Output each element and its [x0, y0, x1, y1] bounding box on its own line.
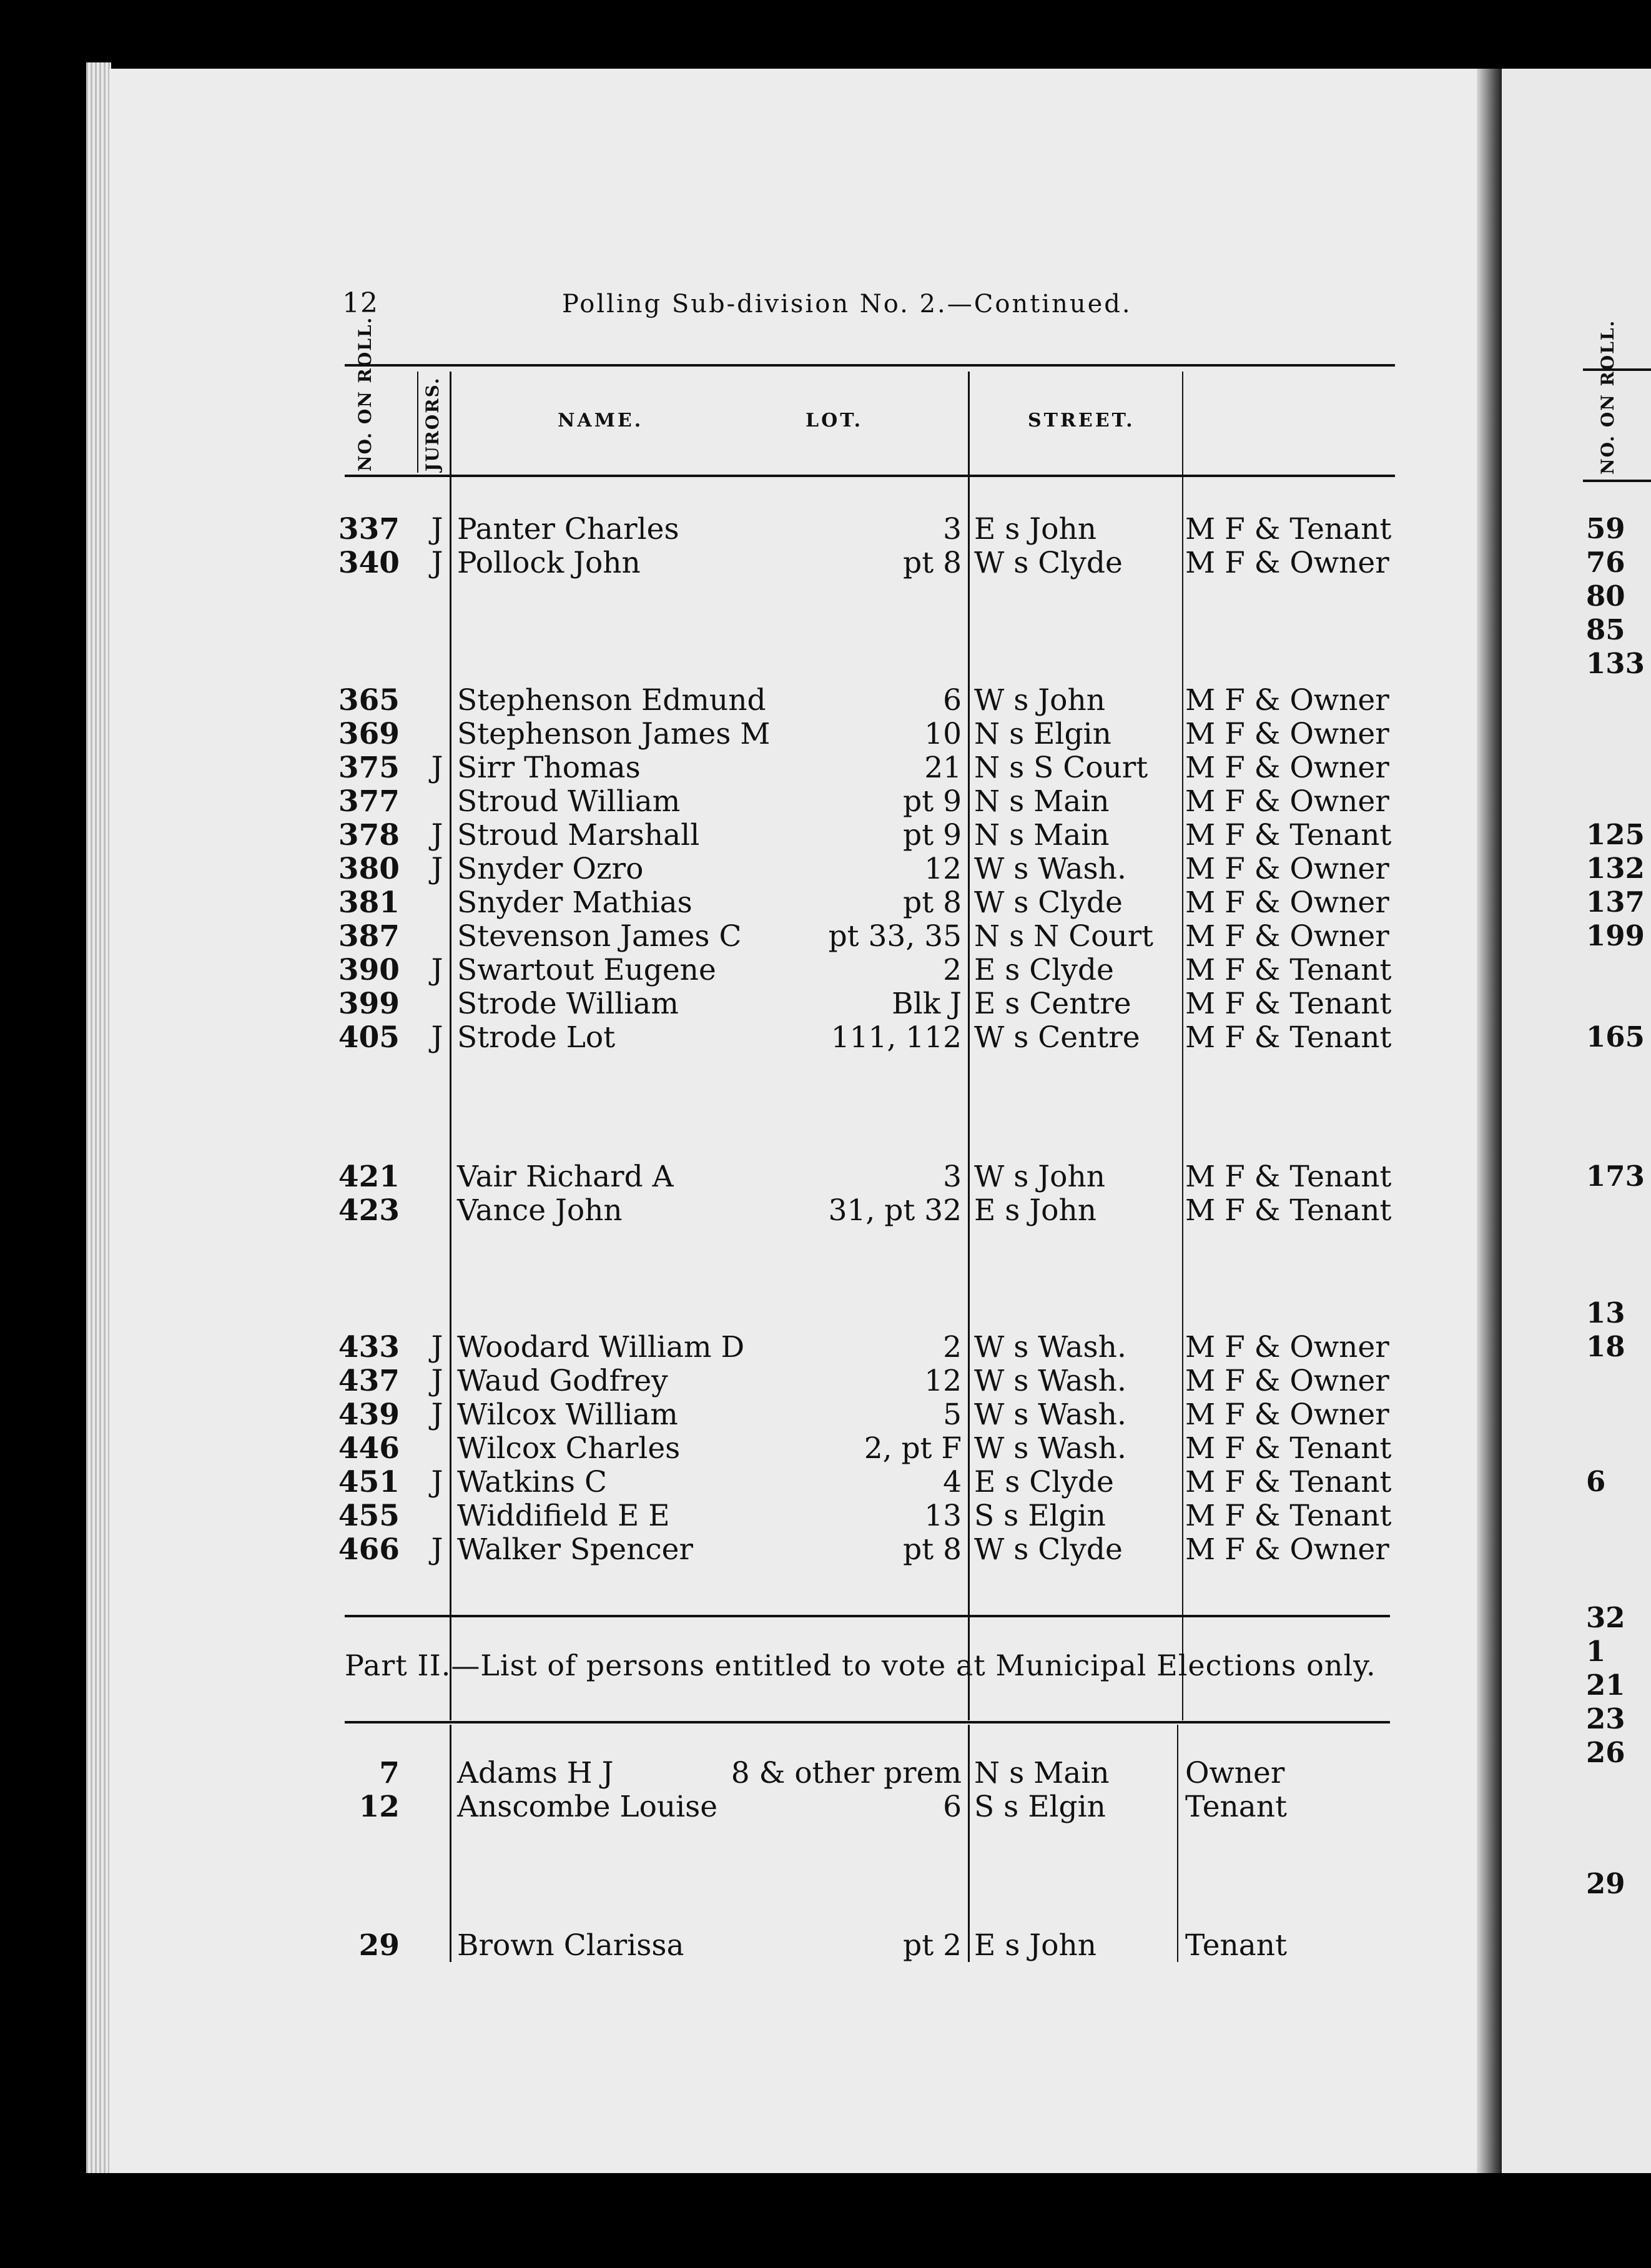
table-row: [0, 1532, 1651, 1566]
lot: 2: [943, 953, 962, 987]
juror-mark: J: [431, 1398, 443, 1432]
facing-roll-number: 6: [1586, 1465, 1606, 1498]
facing-roll-number: 137: [1586, 885, 1645, 919]
table-row: [0, 717, 1651, 751]
street: E s Clyde: [974, 953, 1114, 987]
voter-name: Brown Clarissa: [457, 1928, 684, 1963]
qualification: M F & Tenant: [1185, 987, 1392, 1021]
roll-number: 337: [338, 512, 400, 546]
juror-mark: J: [431, 1465, 443, 1499]
juror-mark: J: [431, 818, 443, 852]
book-gutter: [1477, 69, 1502, 2173]
juror-mark: J: [431, 546, 443, 580]
part1-bottom-rule: [345, 1615, 1390, 1617]
lot: 8 & other prem: [731, 1756, 962, 1790]
street: N s S Court: [974, 751, 1148, 785]
table-row: [0, 1398, 1651, 1431]
table-row: [0, 1499, 1651, 1532]
table-row: [0, 1020, 1651, 1054]
facing-roll-number: 23: [1586, 1702, 1625, 1735]
lot: 12: [924, 852, 962, 886]
voter-name: Adams H J: [457, 1756, 614, 1790]
facing-roll-number: 1: [1586, 1635, 1606, 1668]
qualification: Tenant: [1185, 1790, 1287, 1824]
voter-name: Stephenson James M: [457, 717, 771, 751]
lot: 2, pt F: [864, 1431, 962, 1466]
qualification: M F & Owner: [1185, 852, 1389, 886]
street: N s Main: [974, 818, 1110, 852]
street: E s John: [974, 1928, 1097, 1963]
page-edge-stack: [86, 62, 111, 2173]
column-header-lot: LOT.: [806, 410, 864, 431]
roll-number: 7: [379, 1756, 400, 1790]
lot: pt 9: [903, 784, 962, 819]
street: E s John: [974, 512, 1097, 546]
street: N s Main: [974, 1756, 1110, 1790]
voter-name: Swartout Eugene: [457, 953, 716, 987]
facing-roll-number: 59: [1586, 512, 1625, 545]
column-header-no-on-roll: NO. ON ROLL.: [355, 316, 375, 471]
roll-number: 439: [338, 1398, 400, 1432]
voter-name: Watkins C: [457, 1465, 607, 1499]
voter-name: Waud Godfrey: [457, 1364, 668, 1398]
juror-mark: J: [431, 852, 443, 886]
qualification: M F & Owner: [1185, 1398, 1389, 1432]
column-header-name: NAME.: [558, 410, 644, 431]
facing-roll-number: 32: [1586, 1601, 1625, 1634]
roll-number: 446: [338, 1431, 400, 1466]
voter-name: Walker Spencer: [457, 1532, 693, 1567]
street: W s John: [974, 1160, 1105, 1194]
table-top-rule: [345, 364, 1395, 367]
facing-roll-number: 85: [1586, 613, 1625, 646]
roll-number: 433: [338, 1330, 400, 1364]
table-row: [0, 1928, 1651, 1962]
qualification: M F & Owner: [1185, 717, 1389, 751]
qualification: Tenant: [1185, 1928, 1287, 1963]
table-row: [0, 987, 1651, 1020]
qualification: M F & Owner: [1185, 1532, 1389, 1567]
roll-number: 421: [338, 1160, 400, 1194]
qualification: M F & Tenant: [1185, 1465, 1392, 1499]
lot: 21: [924, 751, 962, 785]
street: N s Elgin: [974, 717, 1111, 751]
table-row: [0, 751, 1651, 784]
qualification: M F & Tenant: [1185, 818, 1392, 852]
table-row: [0, 784, 1651, 818]
voter-name: Stroud William: [457, 784, 681, 819]
voter-name: Strode Lot: [457, 1020, 616, 1055]
table-row: [0, 885, 1651, 919]
roll-number: 387: [338, 919, 400, 954]
table-row: [0, 546, 1651, 579]
roll-number: 437: [338, 1364, 400, 1398]
facing-roll-number: 132: [1586, 852, 1645, 885]
qualification: M F & Owner: [1185, 919, 1389, 954]
street: W s Wash.: [974, 1398, 1126, 1432]
table-row: [0, 1160, 1651, 1193]
street: S s Elgin: [974, 1499, 1106, 1533]
table-row: [0, 1790, 1651, 1823]
street: N s N Court: [974, 919, 1154, 954]
lot: 6: [943, 683, 962, 717]
qualification: M F & Tenant: [1185, 1020, 1392, 1055]
table-row: [0, 1193, 1651, 1227]
facing-roll-number: 26: [1586, 1736, 1625, 1769]
lot: 31, pt 32: [828, 1193, 962, 1228]
qualification: M F & Tenant: [1185, 1431, 1392, 1466]
juror-mark: J: [431, 1532, 443, 1567]
facing-roll-number: 80: [1586, 579, 1625, 613]
roll-number: 423: [338, 1193, 400, 1228]
juror-mark: J: [431, 512, 443, 546]
juror-mark: J: [431, 1330, 443, 1364]
facing-roll-number: 29: [1586, 1867, 1625, 1900]
facing-column-header-no-on-roll: NO. ON ROLL.: [1597, 319, 1618, 475]
table-row: [0, 818, 1651, 852]
page-number: 12: [342, 287, 378, 319]
roll-number: 365: [338, 683, 400, 717]
lot: 111, 112: [830, 1020, 962, 1055]
qualification: M F & Owner: [1185, 546, 1389, 580]
street: W s Wash.: [974, 1364, 1126, 1398]
roll-number: 375: [338, 751, 400, 785]
roll-number: 12: [358, 1790, 400, 1824]
voter-name: Woodard William D: [457, 1330, 745, 1364]
voter-name: Stevenson James C: [457, 919, 742, 954]
street: E s Centre: [974, 987, 1131, 1021]
lot: 10: [924, 717, 962, 751]
street: W s Clyde: [974, 546, 1123, 580]
lot: pt 9: [903, 818, 962, 852]
part2-heading: Part II.—List of persons entitled to vote at Municipal Elections only.: [345, 1649, 1376, 1682]
lot: 12: [924, 1364, 962, 1398]
voter-name: Snyder Mathias: [457, 885, 692, 920]
voter-name: Wilcox William: [457, 1398, 678, 1432]
qualification: M F & Owner: [1185, 683, 1389, 717]
roll-number: 380: [338, 852, 400, 886]
table-row: [0, 953, 1651, 987]
table-row: [0, 1364, 1651, 1398]
qualification: M F & Owner: [1185, 784, 1389, 819]
roll-number: 340: [338, 546, 400, 580]
roll-number: 29: [358, 1928, 400, 1963]
street: W s Centre: [974, 1020, 1140, 1055]
voter-name: Vance John: [457, 1193, 623, 1228]
column-header-street: STREET.: [1028, 410, 1135, 431]
street: W s Clyde: [974, 885, 1123, 920]
voter-name: Pollock John: [457, 546, 641, 580]
voter-name: Snyder Ozro: [457, 852, 644, 886]
street: W s Wash.: [974, 1431, 1126, 1466]
street: E s John: [974, 1193, 1097, 1228]
table-row: [0, 1756, 1651, 1790]
street: W s Clyde: [974, 1532, 1123, 1567]
qualification: Owner: [1185, 1756, 1285, 1790]
page-title: Polling Sub-division No. 2.—Continued.: [562, 290, 1132, 318]
roll-number: 369: [338, 717, 400, 751]
document-page: [109, 69, 1502, 2173]
lot: Blk J: [892, 987, 962, 1021]
roll-number: 455: [338, 1499, 400, 1533]
table-row: [0, 1465, 1651, 1499]
juror-mark: J: [431, 751, 443, 785]
column-header-rule: [345, 475, 1395, 477]
voter-name: Vair Richard A: [457, 1160, 674, 1194]
table-row: [0, 919, 1651, 953]
lot: pt 8: [903, 1532, 962, 1567]
facing-roll-number: 18: [1586, 1330, 1625, 1363]
lot: 3: [943, 512, 962, 546]
lot: 3: [943, 1160, 962, 1194]
facing-roll-number: 165: [1586, 1020, 1645, 1053]
street: E s Clyde: [974, 1465, 1114, 1499]
voter-name: Strode William: [457, 987, 679, 1021]
lot: pt 8: [903, 546, 962, 580]
table-row: [0, 1431, 1651, 1465]
part2-top-rule: [345, 1721, 1390, 1723]
column-rule: [417, 372, 418, 473]
table-row: [0, 1330, 1651, 1364]
facing-page: [1502, 69, 1651, 2173]
roll-number: 405: [338, 1020, 400, 1055]
voter-name: Sirr Thomas: [457, 751, 641, 785]
voter-name: Widdifield E E: [457, 1499, 670, 1533]
roll-number: 378: [338, 818, 400, 852]
roll-number: 466: [338, 1532, 400, 1567]
lot: pt 2: [903, 1928, 962, 1963]
voter-name: Stroud Marshall: [457, 818, 700, 852]
juror-mark: J: [431, 953, 443, 987]
column-header-jurors: JURORS.: [422, 377, 443, 471]
qualification: M F & Tenant: [1185, 953, 1392, 987]
facing-roll-number: 76: [1586, 546, 1625, 579]
lot: pt 8: [903, 885, 962, 920]
table-row: [0, 683, 1651, 717]
juror-mark: J: [431, 1364, 443, 1398]
facing-roll-number: 173: [1586, 1160, 1645, 1193]
street: S s Elgin: [974, 1790, 1106, 1824]
roll-number: 381: [338, 885, 400, 920]
street: W s Wash.: [974, 852, 1126, 886]
qualification: M F & Tenant: [1185, 512, 1392, 546]
qualification: M F & Tenant: [1185, 1160, 1392, 1194]
qualification: M F & Owner: [1185, 885, 1389, 920]
juror-mark: J: [431, 1020, 443, 1055]
street: W s Wash.: [974, 1330, 1126, 1364]
roll-number: 390: [338, 953, 400, 987]
lot: 4: [943, 1465, 962, 1499]
qualification: M F & Owner: [1185, 1364, 1389, 1398]
roll-number: 451: [338, 1465, 400, 1499]
roll-number: 399: [338, 987, 400, 1021]
facing-roll-number: 133: [1586, 647, 1645, 680]
qualification: M F & Owner: [1185, 751, 1389, 785]
voter-name: Wilcox Charles: [457, 1431, 681, 1466]
street: N s Main: [974, 784, 1110, 819]
lot: 5: [943, 1398, 962, 1432]
facing-roll-number: 125: [1586, 818, 1645, 851]
qualification: M F & Tenant: [1185, 1193, 1392, 1228]
facing-header-rule: [1583, 480, 1651, 482]
voter-name: Stephenson Edmund: [457, 683, 766, 717]
table-row: [0, 512, 1651, 546]
facing-roll-number: 21: [1586, 1669, 1625, 1702]
street: W s John: [974, 683, 1105, 717]
voter-name: Anscombe Louise: [457, 1790, 718, 1824]
lot: 2: [943, 1330, 962, 1364]
lot: pt 33, 35: [828, 919, 962, 954]
lot: 13: [924, 1499, 962, 1533]
qualification: M F & Owner: [1185, 1330, 1389, 1364]
lot: 6: [943, 1790, 962, 1824]
facing-roll-number: 13: [1586, 1296, 1625, 1329]
table-row: [0, 852, 1651, 885]
facing-roll-number: 199: [1586, 919, 1645, 952]
qualification: M F & Tenant: [1185, 1499, 1392, 1533]
voter-name: Panter Charles: [457, 512, 679, 546]
roll-number: 377: [338, 784, 400, 819]
